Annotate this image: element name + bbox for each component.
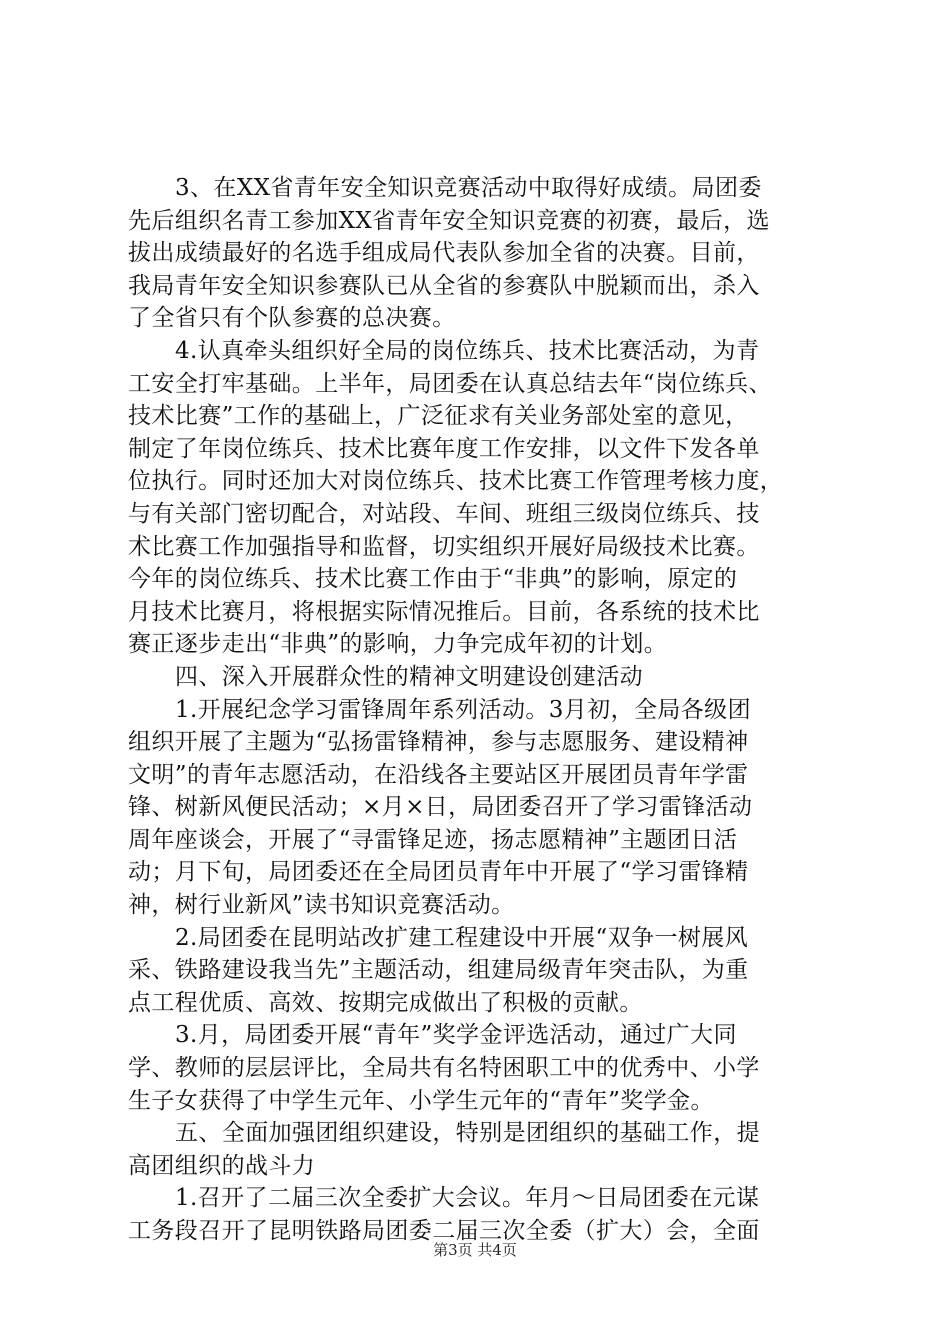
paragraph-committee-meeting [128,1182,833,1247]
text-line: 赛正逐步走出“非典”的影响，力争完成年初的计划。 [128,631,668,658]
text-line: 学、教师的层层评比，全局共有名特困职工中的优秀中、小学 [128,1055,760,1082]
text-line: 1.开展纪念学习雷锋周年系列活动。3月初，全局各级团 [175,696,751,723]
text-line: 工务段召开了昆明铁路局团委二届三次全委（扩大）会，全面 [128,1218,760,1244]
text-line: 与有关部门密切配合，对站段、车间、班组三级岗位练兵、技 [128,500,760,527]
paragraph-scholarship [128,1019,833,1117]
text-line: 文明”的青年志愿活动，在沿线各主要站区开展团员青年学雷 [128,761,749,788]
text-line: 神，树行业新风”读书知识竞赛活动。 [128,892,515,919]
text-line: 术比赛工作加强指导和监督，切实组织开展好局级技术比赛。 [128,533,760,560]
text-line: 点工程优质、高效、按期完成做出了积极的贡献。 [128,989,643,1016]
text-line: 了全省只有个队参赛的总决赛。 [128,305,456,332]
section-heading-four [128,661,833,694]
text-line: 3.月，局团委开展“青年”奖学金评选活动，通过广大同 [175,1022,737,1049]
section-heading: 高团组织的战斗力 [128,1152,316,1179]
paragraph-skills-competition [128,335,833,661]
text-line: 制定了年岗位练兵、技术比赛年度工作安排，以文件下发各单 [128,435,760,462]
text-line: 周年座谈会，开展了“寻雷锋足迹，扬志愿精神”主题团日活 [128,826,738,853]
text-line: 位执行。同时还加大对岗位练兵、技术比赛工作管理考核力度， [128,468,784,495]
text-line: 月技术比赛月，将根据实际情况推后。目前，各系统的技术比 [128,598,760,625]
text-line: 今年的岗位练兵、技术比赛工作由于“非典”的影响，原定的 [128,566,738,593]
text-line: 我局青年安全知识参赛队已从全省的参赛队中脱颖而出，杀入 [128,272,760,299]
paragraph-lei-feng [128,694,833,922]
text-line: 先后组织名青工参加XX省青年安全知识竞赛的初赛，最后，选 [128,207,770,234]
text-line: 2.局团委在昆明站改扩建工程建设中开展“双争一树展风 [175,924,749,951]
page-number-footer: 第3页 共4页 [433,1241,517,1259]
text-line: 3、在XX省青年安全知识竞赛活动中取得好成绩。局团委 [175,175,762,201]
text-line: 4.认真牵头组织好全局的岗位练兵、技术比赛活动，为青 [175,337,760,364]
text-line: 组织开展了主题为“弘扬雷锋精神，参与志愿服务、建设精神 [128,729,749,756]
text-line: 拔出成绩最好的名选手组成局代表队参加全省的决赛。目前， [128,240,760,267]
text-line: 锋、树新风便民活动；×月×日，局团委召开了学习雷锋活动 [128,794,753,821]
paragraph-safety-contest [128,172,833,335]
text-line: 工安全打牢基础。上半年，局团委在认真总结去年“岗位练兵、 [128,370,772,397]
section-heading-five [128,1117,833,1182]
text-line: 技术比赛”工作的基础上，广泛征求有关业务部处室的意见， [128,403,749,430]
text-line: 生子女获得了中学生元年、小学生元年的“青年”奖学金。 [128,1087,714,1114]
text-line: 1.召开了二届三次全委扩大会议。年月～日局团委在元谋 [175,1185,760,1212]
section-heading: 四、深入开展群众性的精神文明建设创建活动 [175,663,643,690]
section-heading: 五、全面加强团组织建设，特别是团组织的基础工作，提 [175,1120,760,1147]
text-line: 采、铁路建设我当先”主题活动，组建局级青年突击队，为重 [128,957,749,984]
text-line: 动；月下旬，局团委还在全局团员青年中开展了“学习雷锋精 [128,859,749,886]
document-body [128,172,833,1248]
paragraph-kunming-station [128,922,833,1020]
